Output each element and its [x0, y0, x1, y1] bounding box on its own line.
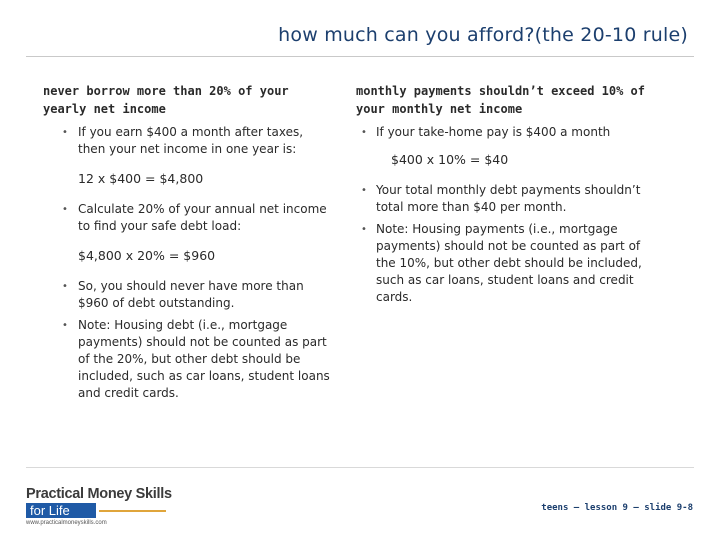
title-divider [26, 56, 694, 57]
slide-number: teens – lesson 9 – slide 9-8 [541, 503, 693, 513]
right-list [356, 124, 656, 141]
list-item: • So, you should never have more than $960 of debt outstanding. [43, 278, 333, 312]
list-item: • Calculate 20% of your annual net income to find your safe debt load: [43, 201, 333, 235]
right-heading: monthly payments shouldn’t exceed 10% of your monthly net income [356, 84, 645, 116]
logo-line1: Practical Money Skills [26, 486, 172, 502]
brand-logo [26, 486, 172, 526]
calculation: 12 x $400 = $4,800 [78, 171, 204, 186]
logo-accent-bar [99, 510, 166, 512]
left-list [43, 201, 333, 235]
left-list [43, 124, 333, 158]
left-heading: never borrow more than 20% of your yearly net income [43, 84, 289, 116]
calculation: $400 x 10% = $40 [391, 152, 509, 167]
calculation: $4,800 x 20% = $960 [78, 248, 216, 263]
list-item: • Your total monthly debt payments shouldn’t total more than $40 per month. [356, 182, 656, 216]
slide-title: how much can you afford?(the 20-10 rule) [278, 24, 688, 46]
list-item: • If your take-home pay is $400 a month [356, 124, 656, 141]
right-list [356, 182, 656, 306]
logo-row [26, 503, 166, 518]
right-column [356, 82, 656, 311]
left-list [43, 278, 333, 402]
list-item: • Note: Housing payments (i.e., mortgage payments) should not be counted as part of the 10%, but other debt should be included, such as car loans, student loans and credit cards. [356, 221, 656, 306]
logo-line2: for Life [26, 503, 96, 518]
list-item: • If you earn $400 a month after taxes, then your net income in one year is: [43, 124, 333, 158]
footer-divider [26, 467, 694, 468]
left-column [43, 82, 333, 407]
list-item: • Note: Housing debt (i.e., mortgage payments) should not be counted as part of the 20%, but other debt should be included, such as car loans, student loans and credit cards. [43, 317, 333, 402]
logo-url: www.practicalmoneyskills.com [26, 520, 107, 526]
